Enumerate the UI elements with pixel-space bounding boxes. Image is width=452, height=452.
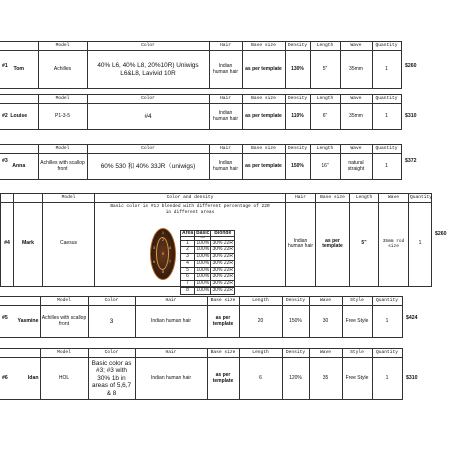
header-style: Style [342, 297, 372, 306]
blonde-cell: 30% 22R [212, 246, 234, 253]
price: $310 [405, 113, 417, 119]
header-color: Color [87, 95, 209, 104]
header-length: Length [239, 349, 282, 358]
area-cell: 7 [181, 281, 195, 288]
header-model: Model [40, 349, 88, 358]
order-number: #3 [2, 158, 8, 164]
density-value: 150% [285, 154, 310, 180]
basic-col-header: Basic [196, 229, 210, 236]
header-color: Color [87, 42, 209, 51]
header-length: Length [310, 95, 340, 104]
area-cell: 3 [181, 254, 195, 261]
header-base-size: Base size [242, 95, 285, 104]
hair-value: Indian human hair [135, 358, 207, 400]
header-hair: Hair [209, 145, 242, 154]
zone-label-2: 2 [162, 237, 164, 242]
zone-label-6: 6 [153, 259, 155, 264]
color-value: Basic color as #3; #3 with 30% 1b in areas of 5,6,7 & 8 [88, 358, 135, 400]
header-density: Density [282, 297, 309, 306]
density-value: 110% [285, 104, 310, 130]
header-hair: Hair [135, 349, 207, 358]
color-value: #4 [87, 104, 209, 130]
base-size-value: as per template [207, 358, 239, 400]
header-hair: Hair [209, 95, 242, 104]
quantity-value: 1 [372, 51, 401, 89]
price: $424 [406, 315, 418, 321]
area-cell: 4 [181, 260, 195, 267]
zone-label-7: 7 [169, 259, 171, 264]
base-size-value: as per template [242, 51, 285, 89]
wave-value: 35mm [340, 104, 372, 130]
header-quantity: Quantity [372, 42, 401, 51]
hair-value: Indian human hair [209, 104, 242, 130]
order-number: #2 [2, 113, 8, 119]
color-density-cell [95, 203, 286, 293]
basic-cell: 100% [196, 259, 210, 266]
model-value: Achilles with scallop front [40, 306, 88, 338]
header-quantity: Quantity [372, 349, 402, 358]
style-value: Free Style [342, 306, 372, 338]
header-quantity: Quantity [372, 95, 401, 104]
area-cell: 1 [181, 240, 195, 247]
order-number: #1 [2, 63, 8, 69]
header-color: Color [87, 145, 209, 154]
blonde-cell: 30% 22R [212, 259, 234, 266]
price: $372 [405, 158, 417, 164]
customer-name: Idan [0, 358, 40, 400]
basic-cell: 100% [196, 280, 210, 286]
quantity-value: 1 [372, 104, 401, 130]
customer-name: Anna [0, 154, 38, 180]
header-base-size: Base size [242, 145, 285, 154]
header-density: Density [285, 42, 310, 51]
model-value: Caesus [43, 203, 95, 287]
order-number: #5 [2, 315, 8, 321]
hair-value: Indian human hair [286, 203, 316, 287]
head-map-image [150, 228, 176, 280]
wave-value: natural straight [340, 154, 372, 180]
header-color-density: Color and density [95, 194, 286, 203]
area-diagram [134, 216, 246, 293]
blonde-col-header: Blonde [211, 230, 235, 237]
blonde-cell: 30% 22R [212, 239, 234, 246]
header-length: Length [350, 194, 379, 203]
base-size-value: as per template [316, 203, 350, 287]
model-value: Achilles [38, 51, 87, 89]
header-color: Color [88, 349, 135, 358]
basic-cell: 100% [196, 239, 210, 246]
zone-label-4: 4 [169, 245, 171, 250]
density-value: 150% [282, 306, 309, 338]
style-value: Free Style [342, 358, 372, 400]
density-value: 130% [285, 51, 310, 89]
quantity-value: 1 [372, 358, 402, 400]
order-5-table [0, 296, 403, 338]
color-value: 40% L6, 40% L8, 20%10R) Uniwigs L6&L8, Lavivid 10R [87, 51, 209, 89]
model-value: HOL [40, 358, 88, 400]
model-value: P1-3-5 [38, 104, 87, 130]
customer-name: Tom [0, 51, 38, 89]
basic-cell: 100% [196, 246, 210, 253]
header-model: Model [38, 42, 87, 51]
header-model: Model [43, 194, 95, 203]
customer-name: Mark [14, 203, 43, 287]
color-value: 3 [88, 306, 135, 338]
header-quantity: Quantity [372, 145, 401, 154]
area-cell: 6 [181, 274, 195, 281]
area-cell: 8 [181, 287, 195, 294]
length-value: 20 [239, 306, 282, 338]
header-wave: Wave [340, 95, 372, 104]
area-col-header: Area [182, 229, 194, 236]
header-wave: Wave [379, 194, 409, 203]
length-value: 5" [350, 203, 379, 287]
header-wave: Wave [309, 349, 342, 358]
quantity-value: 1 [409, 203, 432, 287]
header-length: Length [310, 42, 340, 51]
header-wave: Wave [340, 145, 372, 154]
area-cell: 5 [181, 267, 195, 274]
zone-label-3: 3 [153, 245, 155, 250]
order-3-table [0, 144, 402, 180]
header-density: Density [282, 349, 309, 358]
basic-cell: 100% [196, 253, 210, 259]
zone-label-5: 5 [162, 251, 164, 256]
customer-name: Louise [0, 104, 38, 130]
header-base-size: Base size [242, 42, 285, 51]
header-quantity: Quantity [409, 194, 432, 203]
price: $260 [435, 231, 447, 237]
blonde-cell: 30% 22R [212, 253, 234, 259]
header-hair: Hair [286, 194, 316, 203]
header-hair: Hair [209, 42, 242, 51]
price: $310 [406, 375, 418, 381]
area-cell: 2 [181, 247, 195, 254]
color-note: Basic color is #1J blended with different percentage of 22R in different areas [110, 204, 270, 215]
blonde-cell: 30% 22R [212, 286, 234, 293]
quantity-value: 1 [372, 306, 402, 338]
basic-cell: 100% [196, 273, 210, 280]
hair-value: Indian human hair [135, 306, 207, 338]
order-number: #6 [2, 375, 8, 381]
order-4-table [0, 193, 433, 293]
header-wave: Wave [309, 297, 342, 306]
length-value: 6 [239, 358, 282, 400]
header-style: Style [342, 349, 372, 358]
header-wave: Wave [340, 42, 372, 51]
quantity-value: 1 [372, 154, 401, 180]
blonde-cell: 30% 22R [212, 280, 234, 286]
header-length: Length [310, 145, 340, 154]
base-size-value: as per template [207, 306, 239, 338]
base-size-value: as per template [242, 154, 285, 180]
zone-label-1: 1 [162, 230, 164, 235]
order-6-table [0, 348, 403, 400]
area-color-table [180, 230, 235, 295]
blonde-cell: 30% 22R [212, 266, 234, 273]
header-model: Model [38, 145, 87, 154]
header-quantity: Quantity [372, 297, 402, 306]
wave-value: 35 [309, 358, 342, 400]
header-model: Model [38, 95, 87, 104]
order-1-table [0, 41, 402, 89]
header-base-size: Base size [316, 194, 350, 203]
header-color: Color [88, 297, 135, 306]
header-hair: Hair [135, 297, 207, 306]
wave-value: 35mm [340, 51, 372, 89]
base-size-value: as per template [242, 104, 285, 130]
length-value: 6" [310, 104, 340, 130]
blonde-cell: 30% 22R [212, 273, 234, 280]
length-value: 16" [310, 154, 340, 180]
basic-col-subheader: color [195, 237, 211, 240]
length-value: 5" [310, 51, 340, 89]
color-value: 60% 530 和 40% 33JR（uniwigs) [87, 154, 209, 180]
model-value: Achilles with scallop front [38, 154, 87, 180]
customer-name: Yasmine [0, 306, 40, 338]
wave-value: 30 [309, 306, 342, 338]
price: $260 [405, 63, 417, 69]
hair-value: Indian human hair [209, 51, 242, 89]
order-number: #4 [1, 203, 14, 287]
header-base-size: Base size [207, 349, 239, 358]
header-base-size: Base size [207, 297, 239, 306]
header-length: Length [239, 297, 282, 306]
header-density: Density [285, 95, 310, 104]
basic-cell: 100% [196, 266, 210, 273]
zone-label-8: 8 [162, 269, 164, 274]
basic-cell: 100% [196, 286, 210, 293]
density-value: 120% [282, 358, 309, 400]
order-2-table [0, 94, 402, 130]
hair-value: Indian human hair [209, 154, 242, 180]
header-density: Density [285, 145, 310, 154]
wave-value: 35mm rod size [379, 203, 409, 287]
header-model: Model [40, 297, 88, 306]
